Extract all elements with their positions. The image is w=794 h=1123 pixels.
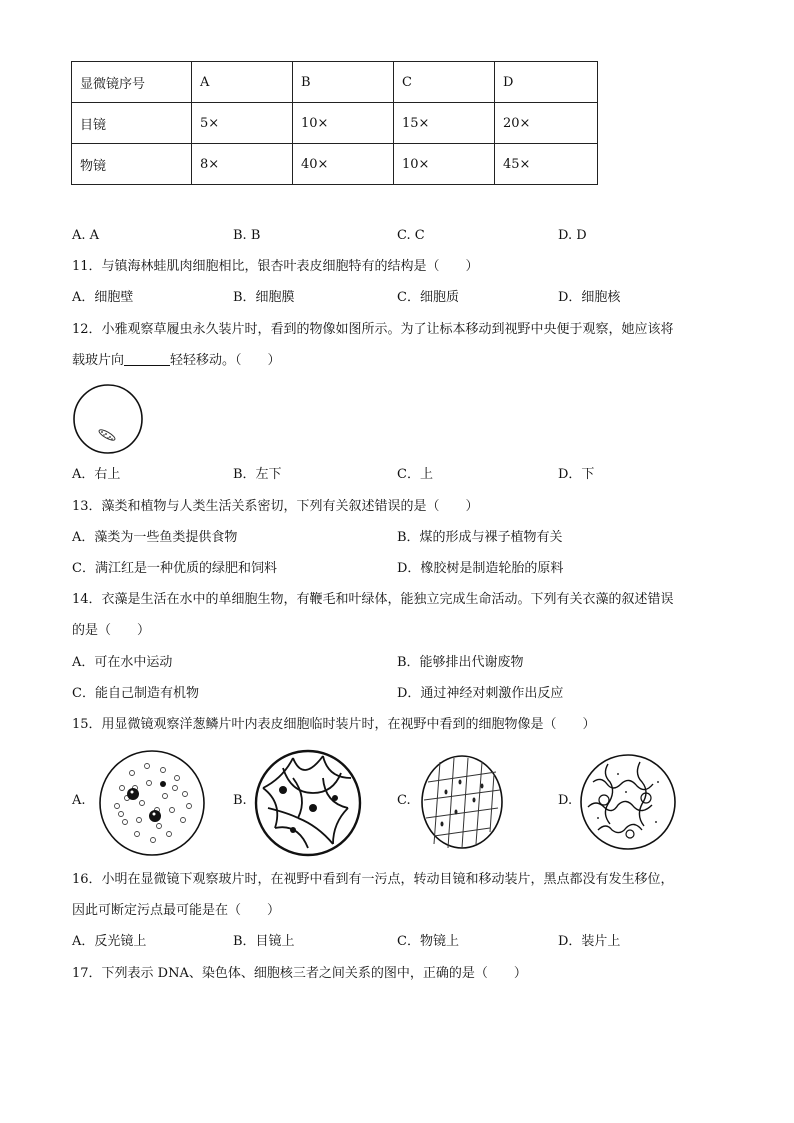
- option-c[interactable]: C．物镜上: [397, 934, 459, 949]
- table-row: [72, 103, 598, 144]
- option-a[interactable]: A．右上: [72, 467, 121, 482]
- option-b[interactable]: B．左下: [233, 467, 282, 482]
- question-14-stem-line2: 的是（ ）: [72, 623, 151, 638]
- table-cell: 20×: [495, 103, 598, 144]
- table-cell: 10×: [394, 144, 495, 185]
- option-d[interactable]: D．橡胶树是制造轮胎的原料: [397, 561, 564, 576]
- option-b[interactable]: B．目镜上: [233, 934, 295, 949]
- option-d[interactable]: D．装片上: [558, 934, 621, 949]
- question-16-stem-line1: 16．小明在显微镜下观察玻片时，在视野中看到有一污点，转动目镜和移动装片，黑点都没有发生移位，: [72, 872, 674, 887]
- option-c[interactable]: C. C: [397, 228, 425, 243]
- answer-blank: [124, 351, 170, 366]
- option-a[interactable]: A．藻类为一些鱼类提供食物: [72, 530, 238, 545]
- question-17-stem: 17．下列表示 DNA、染色体、细胞核三者之间关系的图中，正确的是（ ）: [72, 966, 527, 981]
- option-d[interactable]: D. D: [558, 228, 587, 243]
- option-c[interactable]: C．细胞质: [397, 290, 459, 305]
- option-c[interactable]: C．能自己制造有机物: [72, 686, 199, 701]
- table-cell: C: [394, 62, 495, 103]
- table-cell: D: [495, 62, 598, 103]
- table-cell: 40×: [293, 144, 394, 185]
- stem-text: 载玻片向: [72, 353, 125, 368]
- option-b[interactable]: B．煤的形成与裸子植物有关: [397, 530, 563, 545]
- option-c[interactable]: C．上: [397, 467, 433, 482]
- table-cell: 5×: [192, 103, 293, 144]
- table-cell: B: [293, 62, 394, 103]
- option-a-cell-image[interactable]: [97, 748, 207, 858]
- table-cell: 物镜: [72, 144, 192, 185]
- option-a[interactable]: A．细胞壁: [72, 290, 134, 305]
- question-12-stem-line1: 12．小雅观察草履虫永久装片时，看到的物像如图所示。为了让标本移动到视野中央便于观察，她应该将: [72, 322, 674, 337]
- option-c-cell-image[interactable]: [420, 752, 504, 852]
- table-cell: 8×: [192, 144, 293, 185]
- option-d[interactable]: D．通过神经对刺激作出反应: [397, 686, 564, 701]
- table-cell: 10×: [293, 103, 394, 144]
- table-row: [72, 144, 598, 185]
- option-a[interactable]: A. A: [72, 228, 100, 243]
- question-14-stem-line1: 14．衣藻是生活在水中的单细胞生物，有鞭毛和叶绿体，能独立完成生命活动。下列有关衣藻的叙述错误: [72, 592, 674, 607]
- question-16-stem-line2: 因此可断定污点最可能是在（ ）: [72, 903, 281, 918]
- option-a[interactable]: A．可在水中运动: [72, 655, 173, 670]
- question-13-stem: 13．藻类和植物与人类生活关系密切，下列有关叙述错误的是（ ）: [72, 499, 479, 514]
- question-15-stem: 15．用显微镜观察洋葱鳞片叶内表皮细胞临时装片时，在视野中看到的细胞物像是（ ）: [72, 717, 596, 732]
- option-b-label[interactable]: B.: [233, 793, 247, 808]
- table-cell: 15×: [394, 103, 495, 144]
- option-b[interactable]: B. B: [233, 228, 261, 243]
- option-a[interactable]: A．反光镜上: [72, 934, 147, 949]
- table-cell: 目镜: [72, 103, 192, 144]
- option-c[interactable]: C．满江红是一种优质的绿肥和饲料: [72, 561, 277, 576]
- option-d-label[interactable]: D.: [558, 793, 573, 808]
- stem-text: 轻轻移动。（ ）: [170, 353, 281, 368]
- question-12-stem-line2: [72, 351, 281, 371]
- table-cell: 45×: [495, 144, 598, 185]
- question-11-stem: 11．与镇海林蛙肌肉细胞相比，银杏叶表皮细胞特有的结构是（ ）: [72, 259, 479, 274]
- option-b[interactable]: B．细胞膜: [233, 290, 295, 305]
- option-c-label[interactable]: C.: [397, 793, 411, 808]
- option-d-cell-image[interactable]: [578, 752, 678, 852]
- paramecium-field-figure: [72, 383, 144, 455]
- microscope-table: [71, 61, 598, 185]
- option-d[interactable]: D．细胞核: [558, 290, 621, 305]
- option-a-label[interactable]: A.: [72, 793, 86, 808]
- option-b-cell-image[interactable]: [253, 748, 363, 858]
- table-cell: 显微镜序号: [72, 62, 192, 103]
- option-b[interactable]: B．能够排出代谢废物: [397, 655, 524, 670]
- table-header-row: [72, 62, 598, 103]
- table-cell: A: [192, 62, 293, 103]
- option-d[interactable]: D．下: [558, 467, 595, 482]
